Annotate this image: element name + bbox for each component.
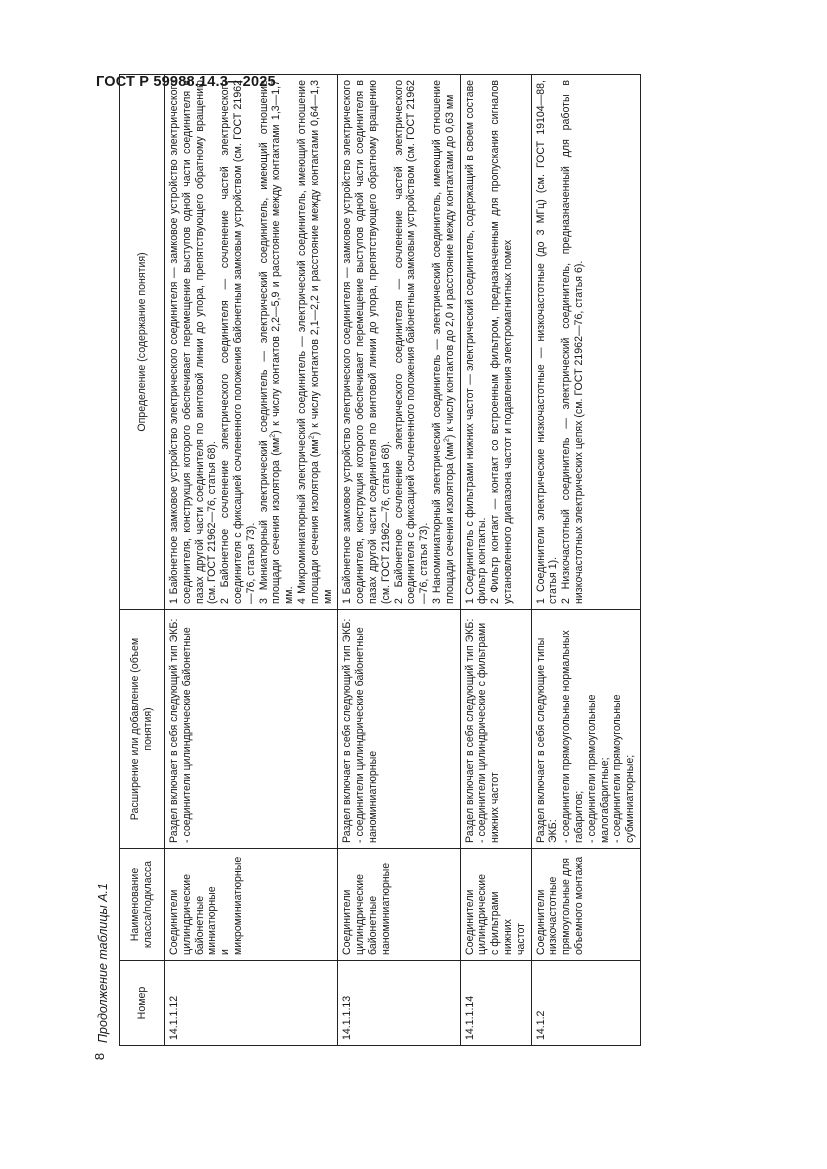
class-name-line: миниатюрные (206, 886, 219, 955)
class-name-line: и микроминиатюрные (219, 856, 244, 955)
extension-line: - соединители цилиндрические байонетные (180, 627, 193, 843)
class-name-line: цилиндрические (476, 873, 489, 955)
definition-paragraph: 2 Байонетное сочленение электрического соединителя — сочленение частей электрического соединителя с фиксацией сочлененного положения байонетным замковым устройством (см. ГОСТ 21962—76, статья 73). (392, 80, 431, 604)
definition-paragraph: 2 Низкочастотный соединитель — электрический соединитель, предназначенный для работы в низкочастотных электрических цепях (см. ГОСТ 21962—76, статья 6). (560, 80, 585, 604)
cell-class-name (460, 849, 531, 961)
table-caption: Продолжение таблицы А.1 (96, 883, 110, 1043)
class-name-line: прямоугольные для (560, 858, 573, 955)
class-name-line: байонетные (193, 895, 206, 955)
class-name-line: Соединители (463, 889, 476, 955)
class-name-line: низкочастотные (547, 876, 560, 955)
extension-line: - соединители прямоугольные малогабаритные; (585, 694, 611, 843)
extension-line: - соединители цилиндрические байонетные наноминиатюрные (354, 627, 379, 843)
extension-line: Раздел включает в себя следующие типы ЭКБ: (534, 637, 560, 843)
cell-class-name (338, 849, 460, 961)
cell-number: 14.1.1.12 (165, 961, 338, 1046)
table-row (165, 75, 338, 1046)
cell-number: 14.1.1.14 (460, 961, 531, 1046)
cell-class-name (165, 849, 338, 961)
table-row (338, 75, 460, 1046)
cell-definition (460, 75, 531, 610)
cell-number: 14.1.2 (531, 961, 640, 1046)
class-name-line: объемного монтажа (572, 856, 585, 955)
class-name-line: Соединители (534, 889, 547, 955)
extension-line: Раздел включает в себя следующий тип ЭКБ: (341, 618, 354, 843)
definition-paragraph: 1 Соединители электрические низкочастотные — низкочастотные (до 3 МГц) (см. ГОСТ 19104—88, статья 1). (534, 80, 560, 604)
class-name-line: частот (514, 923, 527, 955)
extension-line: - соединители прямоугольные нормальных габаритов; (560, 630, 585, 843)
definition-paragraph: 2 Фильтр контакт — контакт со встроенным фильтром, предназначенным для пропускания сигналов установленного диапазона частот и подавления электромагнитных помех (489, 80, 514, 604)
page-number: 8 (92, 1052, 108, 1061)
cell-number: 14.1.1.13 (338, 961, 460, 1046)
class-name-line: Соединители (341, 889, 354, 955)
definition-paragraph: 1 Байонетное замковое устройство электрического соединителя — замковое устройство электрического соединителя, конструкция которого обеспечивает перемещение выступов одной части соединителя в пазах другой части соединителя по винтовой линии до упора, препятствующего обратному вращению (см. ГОСТ 21962—76, статья 68). (168, 80, 219, 604)
definition-paragraph: 2 Байонетное сочленение электрического соединителя — сочленение частей электрического соединителя с фиксацией сочлененного положения байонетным замковым устройством (см. ГОСТ 21962—76, статья 73). (219, 80, 257, 604)
cell-extension (531, 610, 640, 849)
extension-line: - соединители цилиндрические с фильтрами нижних частот (476, 622, 502, 843)
table-header-row (120, 75, 165, 1046)
cell-definition (338, 75, 460, 610)
document-code-header: ГОСТ Р 59988.14.3—2025 (96, 74, 276, 90)
cell-extension (165, 610, 338, 849)
definitions-table (119, 74, 641, 1046)
class-name-line: с фильтрами нижних (489, 891, 514, 955)
cell-definition (165, 75, 338, 610)
extension-line: Раздел включает в себя следующий тип ЭКБ: (168, 618, 180, 843)
extension-line: Раздел включает в себя следующий тип ЭКБ: (463, 618, 476, 843)
header-extension: Расширение или добавление (объем понятия) (120, 610, 165, 849)
cell-definition (531, 75, 640, 610)
class-name-line: байонетные (366, 895, 379, 955)
cell-extension (338, 610, 460, 849)
definition-paragraph: 3 Миниатюрный электрический соединитель — электрический соединитель, имеющий отношение площади сечения изолятора $(мм^2)$ к числу контактов 2,2—5,9 и расстояние между контактами 1,3—1,7 мм. (257, 80, 296, 604)
class-name-line: наноминиатюрные (379, 862, 392, 955)
definition-paragraph: 1 Соединитель с фильтрами нижних частот — электрический соединитель, содержащий в своем составе фильтр контакты. (463, 80, 489, 604)
cell-class-name (531, 849, 640, 961)
table-body (165, 75, 641, 1046)
class-name-line: цилиндрические (354, 873, 367, 955)
class-name-line: Соединители (168, 889, 180, 955)
definition-paragraph: 3 Наноминиатюрный электрический соединитель — электрический соединитель, имеющий отношение площади сечения изолятора $(мм^2)$ к числу контактов до 2,0 и расстояние между контактами до 0,63 мм (430, 80, 456, 604)
table-row (531, 75, 640, 1046)
definition-paragraph: 1 Байонетное замковое устройство электрического соединителя — замковое устройство электрического соединителя, конструкция которого обеспечивает перемещение выступов одной части соединителя в пазах другой части соединителя по винтовой линии до упора, препятствующего обратному вращению (см. ГОСТ 21962—76, статья 68). (341, 80, 392, 604)
extension-line: - соединители прямоугольные субминиатюрные; (611, 694, 637, 843)
header-definition: Определение (содержание понятия) (120, 75, 165, 610)
header-name: Наименование класса/подкласса (120, 849, 165, 961)
cell-extension (460, 610, 531, 849)
header-number: Номер (120, 961, 165, 1046)
table-row (460, 75, 531, 1046)
class-name-line: цилиндрические (180, 873, 193, 955)
definition-paragraph: 4 Микроминиатюрный электрический соединитель — электрический соединитель, имеющий отношение площади сечения изолятора $(мм^2)$ к числу контактов 2,1—2,2 и расстояние между контактами 0,64—1,3 мм (295, 80, 334, 604)
